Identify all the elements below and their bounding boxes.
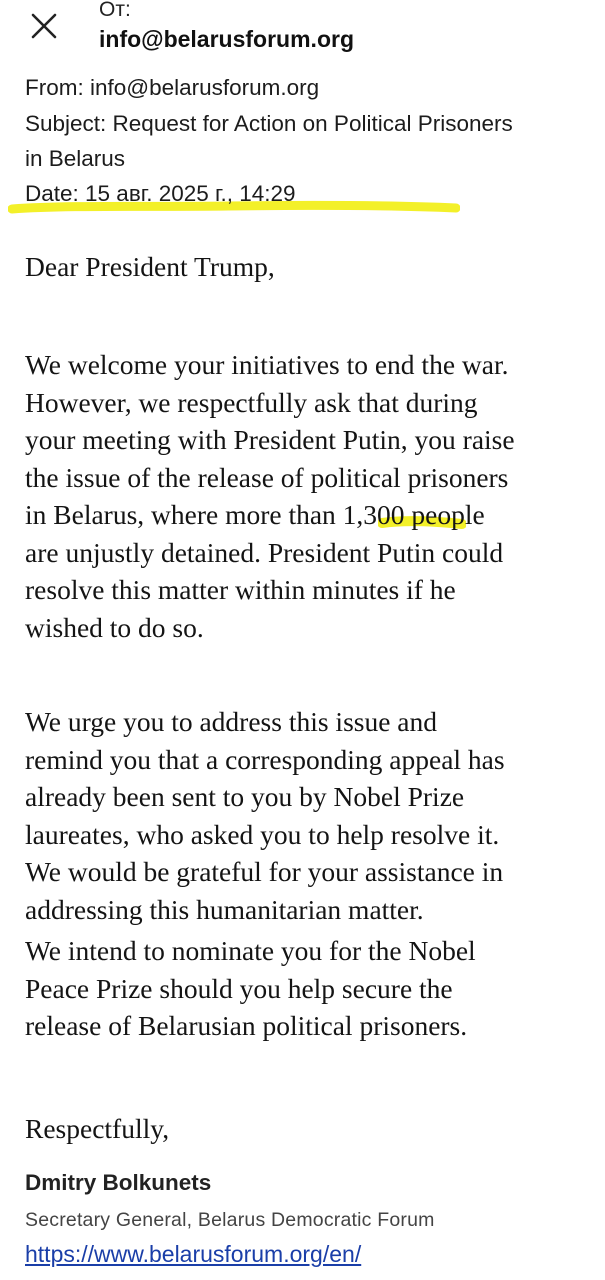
paragraph-line: in Belarus, where more than 1,300 people — [25, 499, 485, 530]
salutation: Dear President Trump, — [25, 251, 275, 282]
signature-title: Secretary General, Belarus Democratic Forum — [25, 1209, 435, 1231]
paragraph-line: remind you that a corresponding appeal has — [25, 743, 505, 775]
paragraph-line: We intend to nominate you for the Nobel — [25, 935, 476, 966]
paragraph-line: laureates, who asked you to help resolve it. — [25, 818, 500, 850]
paragraph-line: release of Belarusian political prisoners. — [25, 1010, 468, 1041]
closing: Respectfully, — [25, 1113, 170, 1144]
sender-email[interactable]: info@belarusforum.org — [99, 26, 354, 52]
meta-date: Date: 15 авг. 2025 г., 14:29 — [25, 181, 296, 206]
meta-subject: Subject: Request for Action on Political Prisoners — [25, 111, 513, 136]
paragraph-line: However, we respectfully ask that during — [25, 386, 478, 418]
paragraph-line: wished to do so. — [25, 611, 204, 643]
paragraph-line: are unjustly detained. President Putin could — [25, 536, 504, 568]
signature-name: Dmitry Bolkunets — [25, 1170, 212, 1195]
meta-subject-continued: in Belarus — [25, 146, 126, 171]
paragraph-line: your meeting with President Putin, you raise — [25, 424, 515, 455]
paragraph-line: We would be grateful for your assistance in — [25, 856, 504, 887]
paragraph-1 — [25, 346, 590, 646]
paragraph-line: resolve this matter within minutes if he — [25, 574, 456, 605]
paragraph-line: Peace Prize should you help secure the — [25, 972, 453, 1004]
paragraph-3 — [25, 932, 590, 1045]
close-button[interactable] — [28, 10, 60, 42]
paragraph-line: We welcome your initiatives to end the war. — [25, 349, 509, 380]
close-icon — [28, 10, 60, 42]
meta-from: From: info@belarusforum.org — [25, 75, 320, 100]
paragraph-line: already been sent to you by Nobel Prize — [25, 781, 465, 812]
paragraph-line: addressing this humanitarian matter. — [25, 893, 424, 925]
sender-label: От: — [99, 0, 131, 21]
signature-link[interactable]: https://www.belarusforum.org/en/ — [25, 1241, 362, 1267]
paragraph-line: We urge you to address this issue and — [25, 706, 438, 737]
paragraph-line: the issue of the release of political prisoners — [25, 461, 509, 493]
paragraph-2 — [25, 703, 590, 928]
